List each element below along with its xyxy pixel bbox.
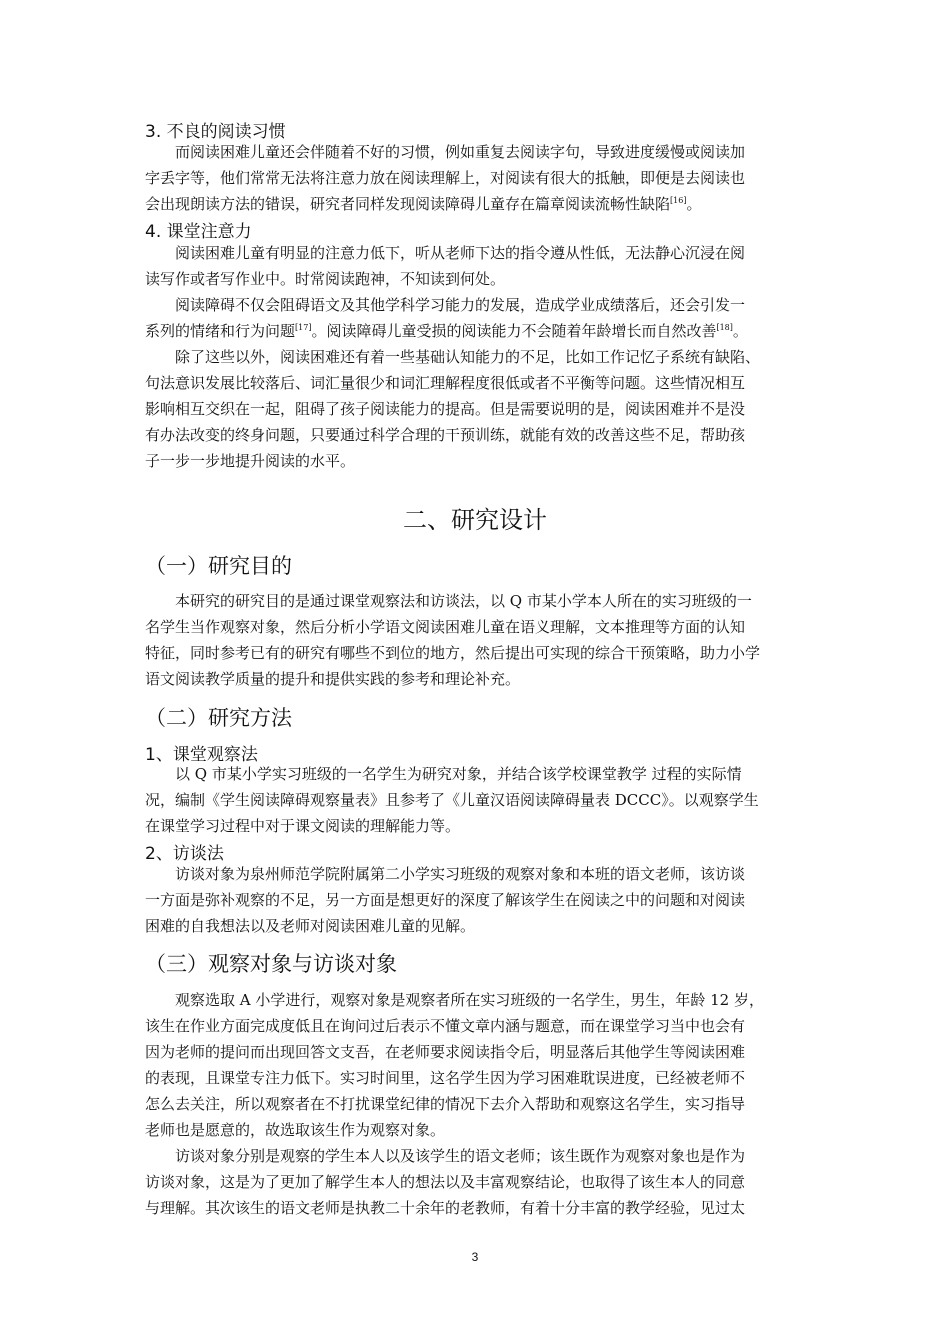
text-line: 字丢字等，他们常常无法将注意力放在阅读理解上，对阅读有很大的抵触，即便是去阅读也 <box>145 169 746 187</box>
page-number: 3 <box>471 1250 479 1264</box>
heading-classroom-observation: 1、课堂观察法 <box>145 745 258 765</box>
text-line: 访谈对象分别是观察的学生本人以及该学生的语文老师；该生既作为观察对象也是作为 <box>175 1147 746 1165</box>
text-line: 特征，同时参考已有的研究有哪些不到位的地方，然后提出可实现的综合干预策略，助力小学 <box>145 644 761 662</box>
text-line: 该生在作业方面完成度低且在询问过后表示不懂文章内涵与题意，而在课堂学习当中也会有 <box>145 1017 746 1035</box>
text-line: 况，编制《学生阅读障碍观察量表》且参考了《儿童汉语阅读障碍量表 DCCC》。以观察学生 <box>145 791 759 809</box>
paragraph-interview <box>145 861 805 939</box>
text-line: 子一步一步地提升阅读的水平。 <box>145 452 356 470</box>
text-line: 以 Q 市某小学实习班级的一名学生为研究对象，并结合该学校课堂教学 过程的实际情 <box>175 765 742 783</box>
text-line: 的表现，且课堂专注力低下。实习时间里，这名学生因为学习困难耽误进度，已经被老师不 <box>145 1069 746 1087</box>
text-segment: 。 <box>732 322 748 340</box>
paragraph-attention <box>145 240 805 292</box>
text-line: 观察选取 A 小学进行，观察对象是观察者所在实习班级的一名学生，男生，年龄 12 岁， <box>175 991 764 1009</box>
text-line: 阅读困难儿童有明显的注意力低下，听从老师下达的指令遵从性低，无法静心沉浸在阅 <box>175 244 746 262</box>
text-line: 名学生当作观察对象，然后分析小学语文阅读困难儿童在语义理解，文本推理等方面的认知 <box>145 618 746 636</box>
text-line: 在课堂学习过程中对于课文阅读的理解能力等。 <box>145 817 461 835</box>
text-line: 一方面是弥补观察的不足，另一方面是想更好的深度了解该学生在阅读之中的问题和对阅读 <box>145 891 746 909</box>
text-segment: 系列的情绪和行为问题 <box>145 322 296 340</box>
text-segment: 会出现朗读方法的错误，研究者同样发现阅读障碍儿童存在篇章阅读流畅性缺陷 <box>145 195 671 213</box>
text-line: 访谈对象，这是为了更加了解学生本人的想法以及丰富观察结论，也取得了该生本人的同意 <box>145 1173 746 1191</box>
text-line: 影响相互交织在一起，阻碍了孩子阅读能力的提高。但是需要说明的是，阅读困难并不是没 <box>145 400 746 418</box>
text-line: 有办法改变的终身问题，只要通过科学合理的干预训练，就能有效的改善这些不足，帮助孩 <box>145 426 746 444</box>
text-line: 本研究的研究目的是通过课堂观察法和访谈法，以 Q 市某小学本人所在的实习班级的一 <box>175 592 752 610</box>
text-line: 句法意识发展比较落后、词汇量很少和词汇理解程度很低或者不平衡等问题。这些情况相互 <box>145 374 746 392</box>
text-line: 阅读障碍不仅会阻碍语文及其他学科学习能力的发展，造成学业成绩落后，还会引发一 <box>175 296 746 314</box>
heading-classroom-attention: 4. 课堂注意力 <box>145 222 252 242</box>
text-line: 因为老师的提问而出现回答文支吾，在老师要求阅读指令后，明显落后其他学生等阅读困难 <box>145 1043 746 1061</box>
paragraph-bad-habits <box>145 139 805 217</box>
text-line: 怎么去关注，所以观察者在不打扰课堂纪律的情况下去介入帮助和观察这名学生，实习指导 <box>145 1095 746 1113</box>
text-line: 与理解。其次该生的语文老师是执教二十余年的老教师，有着十分丰富的教学经验，见过太 <box>145 1199 746 1217</box>
paragraph-research-purpose <box>145 588 805 692</box>
text-line <box>145 318 805 344</box>
citation: [16] <box>670 196 687 205</box>
paragraph-interviewees <box>145 1143 805 1221</box>
text-line: 除了这些以外，阅读困难还有着一些基础认知能力的不足，比如工作记忆子系统有缺陷、 <box>175 348 761 366</box>
text-segment: 。阅读障碍儿童受损的阅读能力不会随着年龄增长而自然改善 <box>311 322 717 340</box>
text-line: 而阅读困难儿童还会伴随着不好的习惯，例如重复去阅读字句，导致进度缓慢或阅读加 <box>175 143 746 161</box>
text-line: 语文阅读教学质量的提升和提供实践的参考和理论补充。 <box>145 670 521 688</box>
text-line: 访谈对象为泉州师范学院附属第二小学实习班级的观察对象和本班的语文老师，该访谈 <box>175 865 746 883</box>
heading-research-method: （二）研究方法 <box>145 706 292 730</box>
citation: [18] <box>716 323 733 332</box>
text-segment: 。 <box>686 195 702 213</box>
paragraph-reading-obstacle <box>145 292 805 344</box>
text-line <box>145 191 805 217</box>
paragraph-cognitive-deficits <box>145 344 805 474</box>
text-line: 老师也是愿意的，故选取该生作为观察对象。 <box>145 1121 446 1139</box>
heading-subjects: （三）观察对象与访谈对象 <box>145 952 397 976</box>
chapter-title: 二、研究设计 <box>403 506 547 534</box>
heading-bad-reading-habits: 3. 不良的阅读习惯 <box>145 122 286 142</box>
text-line: 困难的自我想法以及老师对阅读困难儿童的见解。 <box>145 917 476 935</box>
paragraph-observation <box>145 761 805 839</box>
citation: [17] <box>295 323 312 332</box>
paragraph-subjects <box>145 987 805 1143</box>
heading-research-purpose: （一）研究目的 <box>145 554 292 578</box>
heading-interview: 2、访谈法 <box>145 844 224 864</box>
text-line: 读写作或者写作业中。时常阅读跑神，不知读到何处。 <box>145 270 506 288</box>
